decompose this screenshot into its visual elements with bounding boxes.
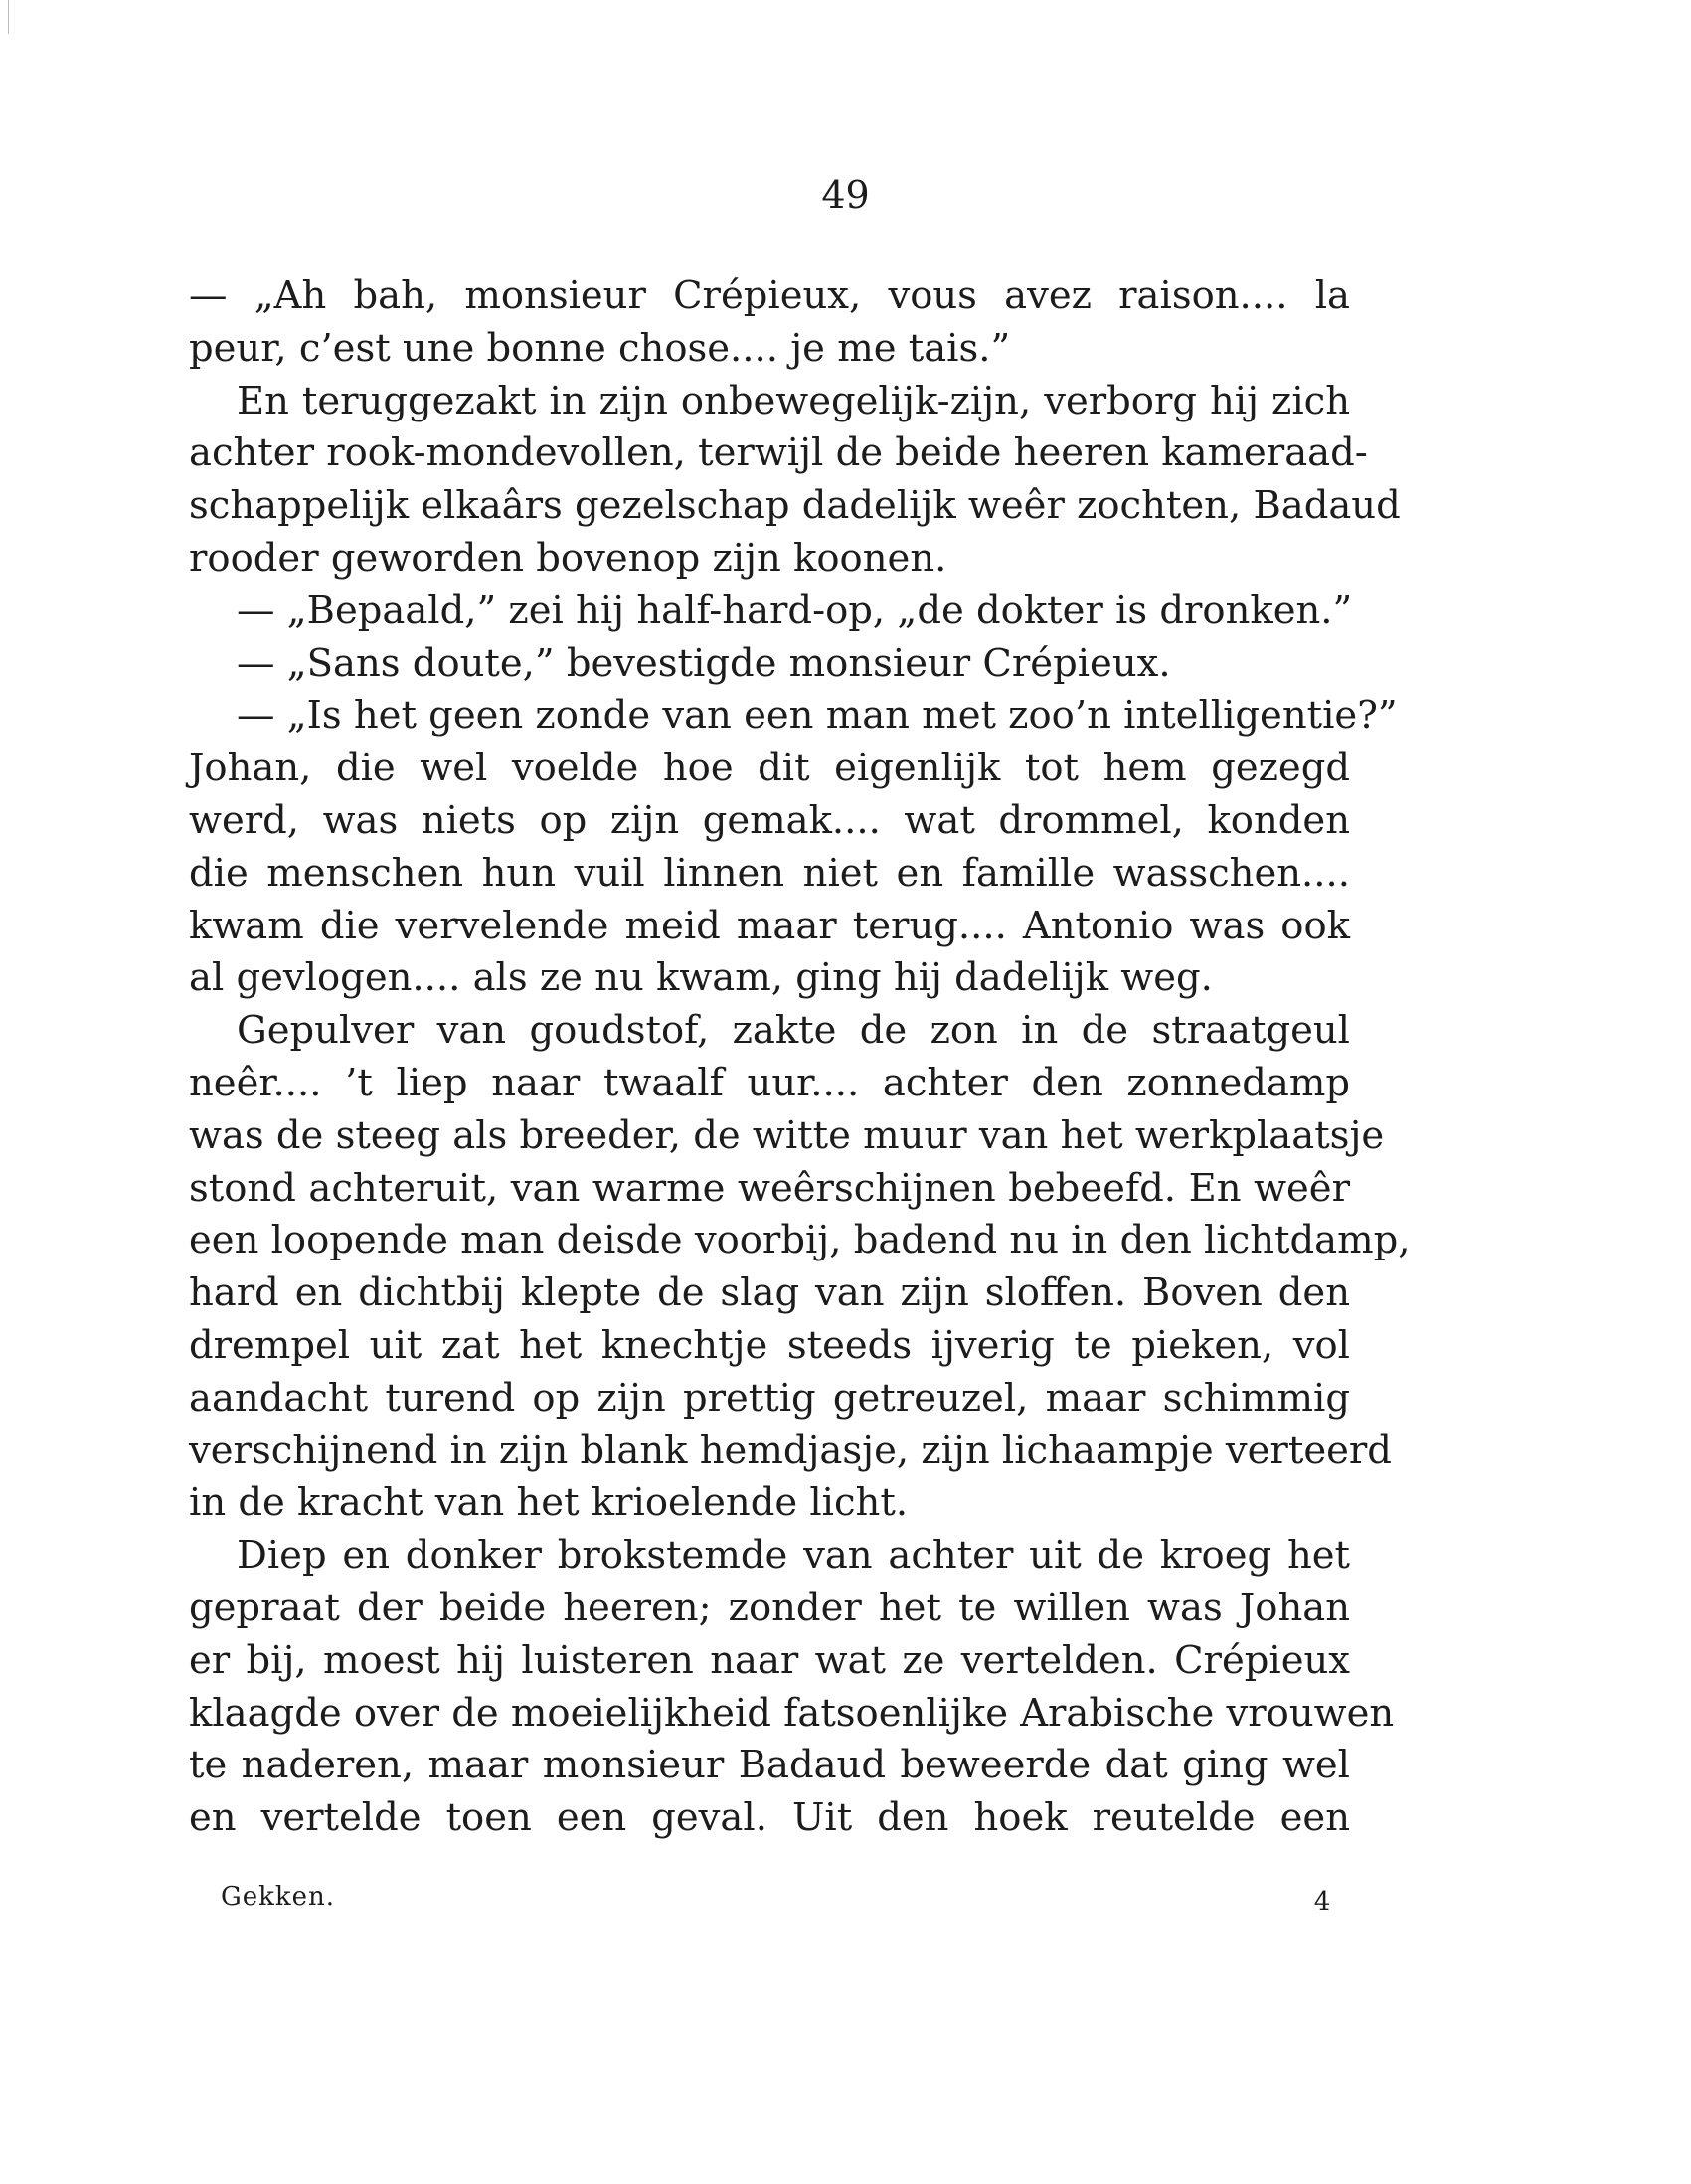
text-line: — „Bepaald,” zei hij half-hard-op, „de dokter is dronken.” <box>237 588 1353 633</box>
text-line: werd, was niets op zijn gemak.... wat drommel, konden <box>189 797 1350 843</box>
text-line: er bij, moest hij luisteren naar wat ze vertelden. Crépieux <box>189 1637 1350 1683</box>
text-line: en vertelde toen een geval. Uit den hoek reutelde een <box>189 1795 1350 1841</box>
text-line: al gevlogen.... als ze nu kwam, ging hij dadelijk weg. <box>189 955 1213 1001</box>
text-line: Diep en donker brokstemde van achter uit de kroeg het <box>237 1533 1350 1579</box>
text-line: in de kracht van het krioelende licht. <box>189 1480 909 1526</box>
scan-margin-mark <box>8 0 9 34</box>
sheet-number: 4 <box>1313 1887 1331 1917</box>
text-line: schappelijk elkaârs gezelschap dadelijk weêr zochten, Badaud <box>189 483 1401 529</box>
text-line: klaagde over de moeielijkheid fatsoenlijke Arabische vrouwen <box>189 1690 1395 1736</box>
text-line: Gepulver van goudstof, zakte de zon in de straatgeul <box>237 1008 1350 1054</box>
text-line: die menschen hun vuil linnen niet en famille wasschen.... <box>189 850 1350 896</box>
text-line: te naderen, maar monsieur Badaud beweerde dat ging wel <box>189 1743 1350 1788</box>
body-text <box>189 270 1411 1845</box>
text-line: Johan, die wel voelde hoe dit eigenlijk tot hem gezegd <box>189 746 1350 791</box>
text-line: achter rook-mondevollen, terwijl de beide heeren kameraad- <box>189 430 1368 476</box>
text-line: drempel uit zat het knechtje steeds ijverig te pieken, vol <box>189 1322 1350 1368</box>
text-line: — „Sans doute,” bevestigde monsieur Crépieux. <box>237 640 1171 686</box>
text-line: — „Is het geen zonde van een man met zoo’n intelligentie?” <box>237 693 1398 739</box>
text-line: peur, c’est une bonne chose.... je me tais.” <box>189 325 1011 371</box>
text-line: aandacht turend op zijn prettig getreuzel, maar schimmig <box>189 1375 1350 1421</box>
text-line: een loopende man deisde voorbij, badend nu in den lichtdamp, <box>189 1218 1411 1263</box>
text-line: En teruggezakt in zijn onbewegelijk-zijn, verborg hij zich <box>237 378 1350 423</box>
signature-mark: Gekken. <box>221 1882 336 1912</box>
text-line: hard en dichtbij klepte de slag van zijn sloffen. Boven den <box>189 1270 1350 1316</box>
text-line: was de steeg als breeder, de witte muur van het werkplaatsje <box>189 1112 1385 1158</box>
text-line: rooder geworden bovenop zijn koonen. <box>189 535 947 581</box>
text-line: neêr.... ’t liep naar twaalf uur.... achter den zonnedamp <box>189 1060 1350 1105</box>
text-line: stond achteruit, van warme weêrschijnen bebeefd. En weêr <box>189 1165 1350 1211</box>
text-line: kwam die vervelende meid maar terug.... Antonio was ook <box>189 903 1350 948</box>
text-line: gepraat der beide heeren; zonder het te willen was Johan <box>189 1585 1350 1630</box>
text-line: verschijnend in zijn blank hemdjasje, zijn lichaampje verteerd <box>189 1428 1392 1473</box>
text-line: — „Ah bah, monsieur Crépieux, vous avez raison.... la <box>189 273 1350 318</box>
page-number: 49 <box>821 173 870 217</box>
